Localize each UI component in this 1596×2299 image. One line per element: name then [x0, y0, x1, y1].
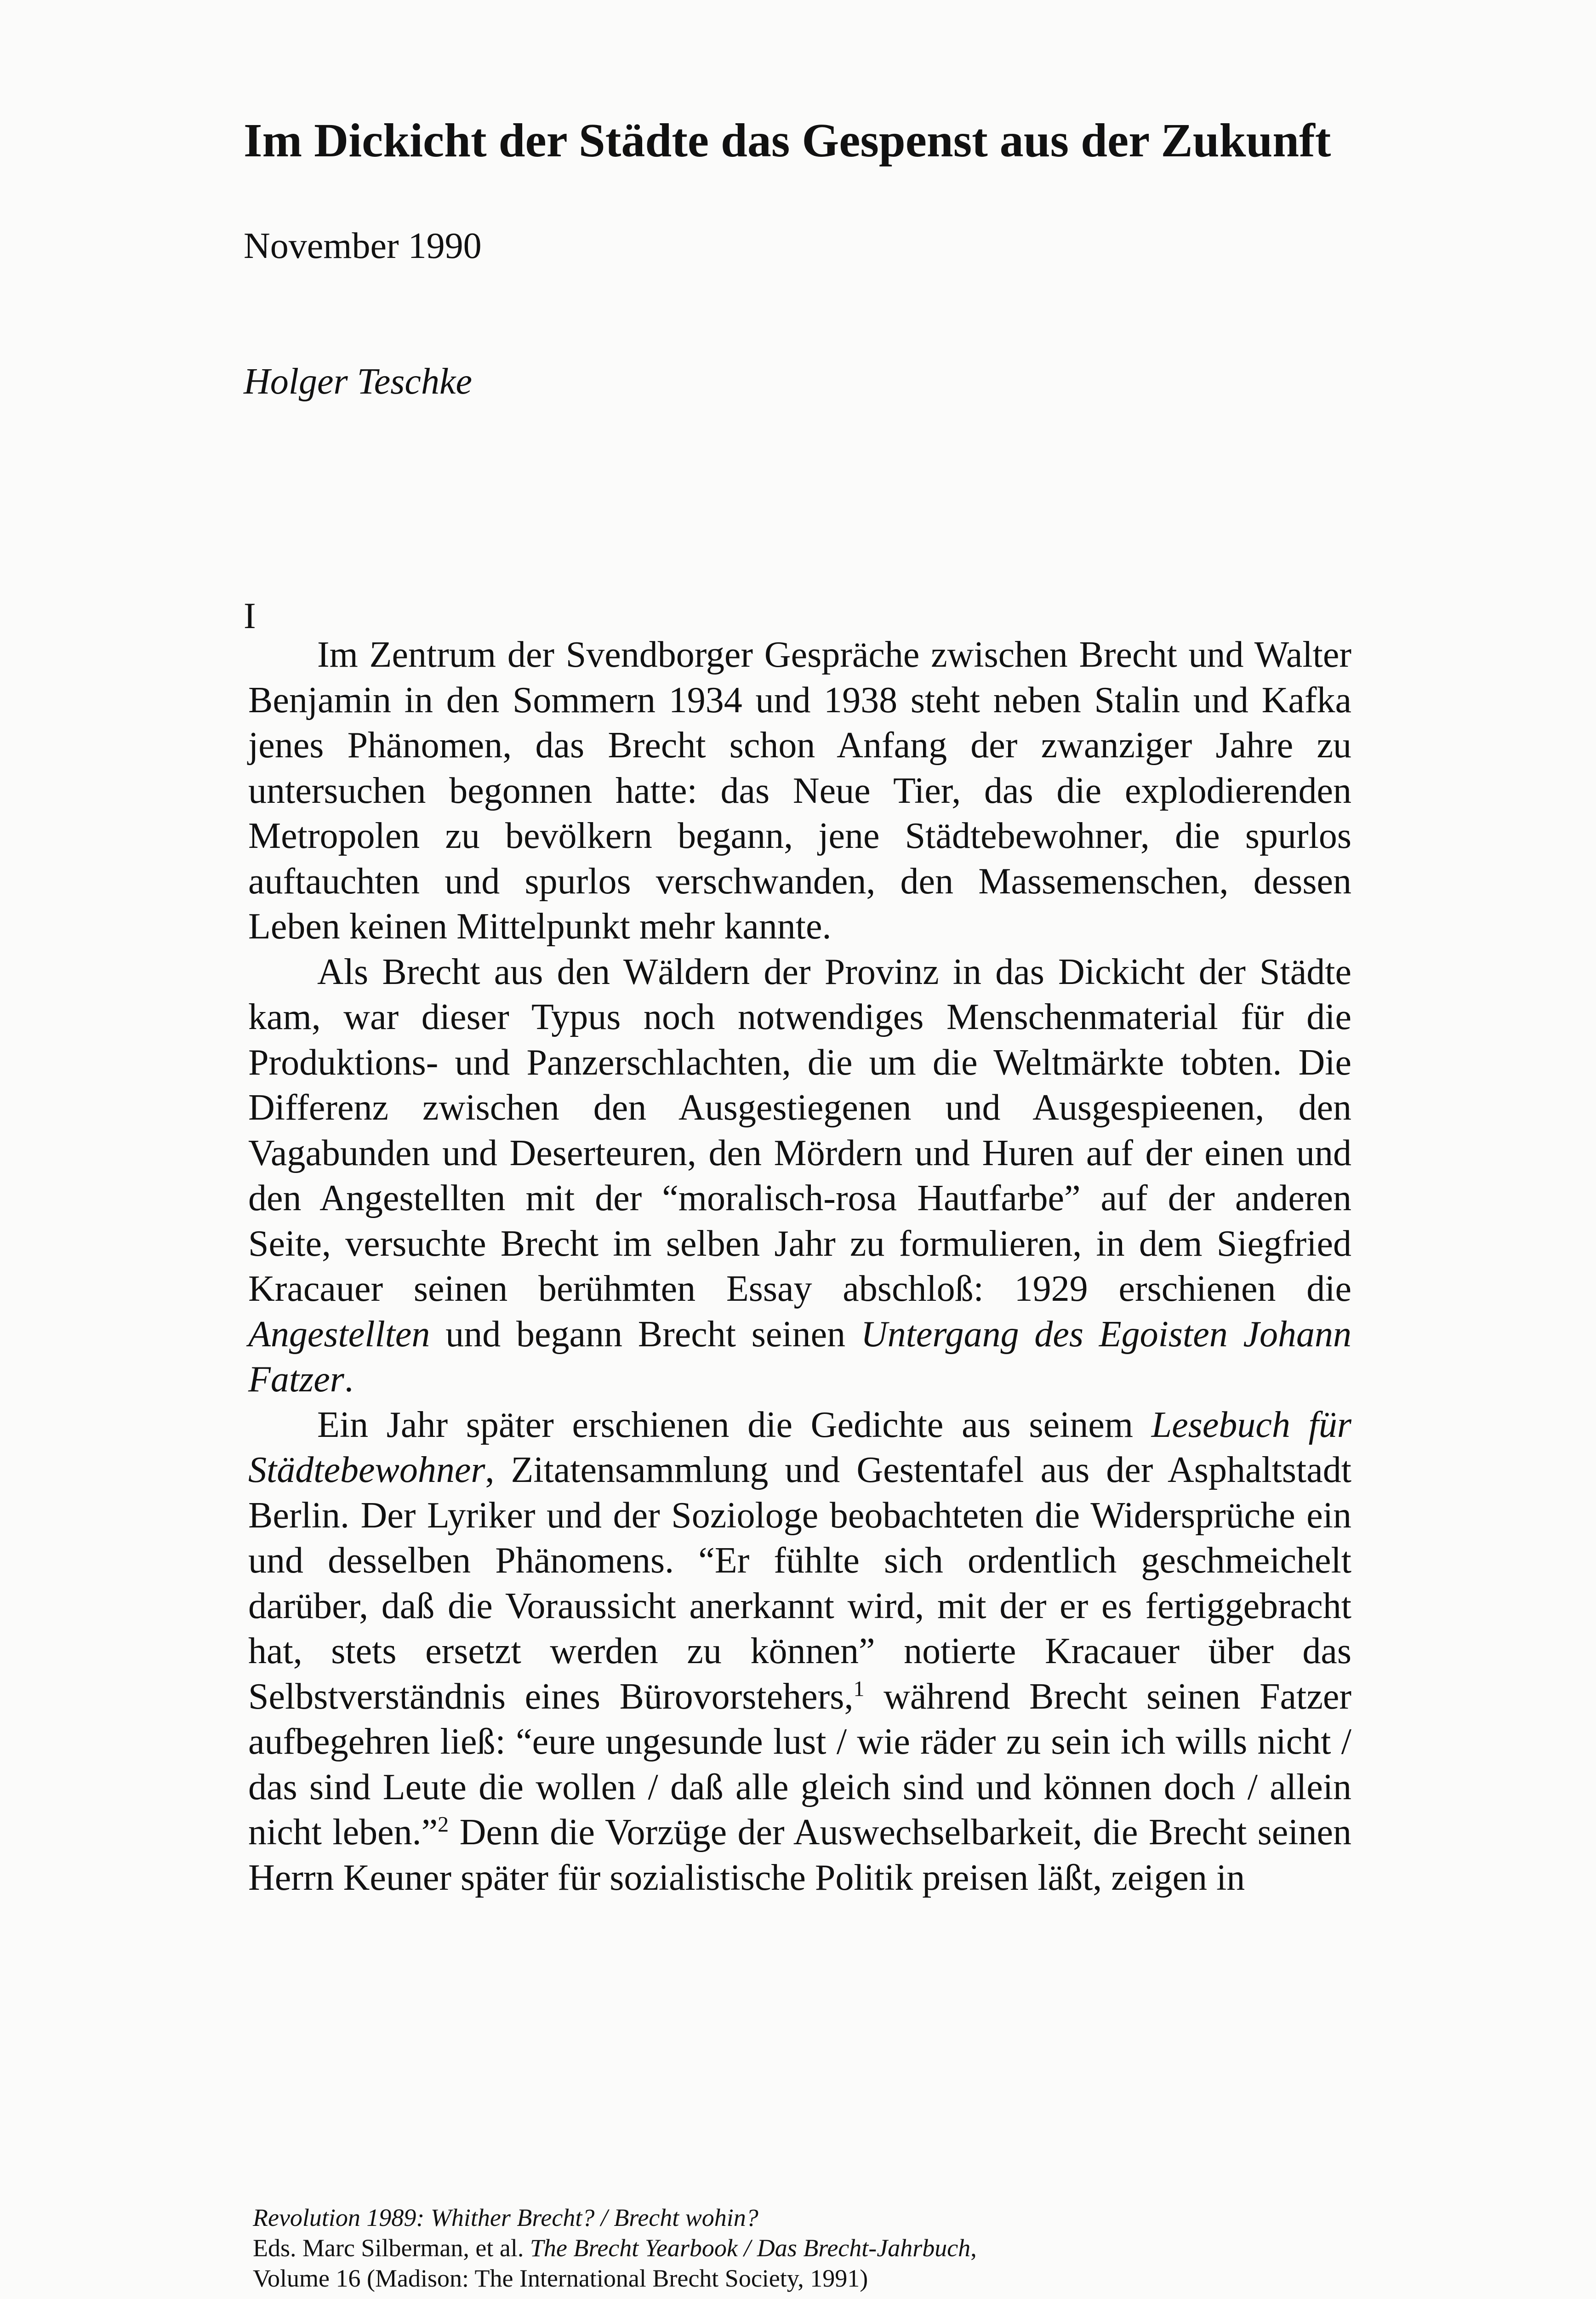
article-date: November 1990: [244, 226, 482, 266]
paragraph-text: Denn die Vorzüge der Auswechselbarkeit, die Brecht seinen Herrn Keuner später für sozialistische Politik preisen läßt, zeigen in: [248, 1812, 1351, 1898]
footnote-marker: 1: [853, 1676, 865, 1701]
citation-volume: Volume 16 (Madison: The International Brecht Society, 1991): [253, 2265, 868, 2292]
article-body: [248, 632, 1351, 1900]
article-title: Im Dickicht der Städte das Gespenst aus der Zukunft: [244, 114, 1331, 167]
paragraph-text: und begann Brecht seinen: [430, 1314, 861, 1355]
citation-editors: Eds. Marc Silberman, et al.: [253, 2234, 530, 2262]
footnote-marker: 2: [438, 1812, 449, 1837]
paragraph-text: Ein Jahr später erschienen die Gedichte aus seinem: [317, 1404, 1151, 1445]
citation-editors-line: [253, 2233, 1310, 2263]
italic-title: Angestellten: [248, 1314, 430, 1355]
citation-editors-suffix: ,: [970, 2234, 977, 2262]
paragraph-text: .: [344, 1359, 353, 1400]
italic-title: Lesebuch für Städtebewohner: [248, 1404, 1351, 1490]
paragraph-text: , Zitatensammlung und Gestentafel aus der Asphaltstadt Berlin. Der Lyriker und der Soziologe beobachteten die Widersprüche ein und desselben Phänomens. “Er fühlte sich ordentlich geschmeichelt darüber, daß die Voraussicht anerkannt wird, mit der er es fertiggebracht hat, stets ersetzt werden zu können” notierte Kracauer über das Selbstverständnis eines Bürovorstehers,: [248, 1450, 1351, 1717]
body-paragraph: [248, 632, 1351, 949]
body-paragraph: [248, 949, 1351, 1402]
citation-yearbook: The Brecht Yearbook / Das Brecht-Jahrbuch: [530, 2234, 971, 2262]
paragraph-text: Als Brecht aus den Wäldern der Provinz in das Dickicht der Städte kam, war dieser Typus noch notwendiges Menschenmaterial für die Produktions- und Panzerschlachten, die um die Weltmärkte tobten. Die Differenz zwischen den Ausgestiegenen und Ausgespieenen, den Vagabunden und Deserteuren, den Mördern und Huren auf der einen und den Angestellten mit der “moralisch-rosa Hautfarbe” auf der anderen Seite, versuchte Brecht im selben Jahr zu formulieren, in dem Siegfried Kracauer seinen berühmten Essay abschloß: 1929 erschienen die: [248, 951, 1351, 1309]
italic-title: Untergang des Egoisten Johann Fatzer: [248, 1314, 1352, 1400]
section-number: I: [244, 596, 256, 636]
citation-source-title: Revolution 1989: Whither Brecht? / Brecht wohin?: [253, 2204, 758, 2231]
citation-footer: [253, 2202, 1310, 2293]
article-author: Holger Teschke: [244, 361, 472, 402]
paragraph-text: Im Zentrum der Svendborger Gespräche zwischen Brecht und Walter Benjamin in den Sommern 1934 und 1938 steht neben Stalin und Kafka jenes Phänomen, das Brecht schon Anfang der zwanziger Jahre zu untersuchen begonnen hatte: das Neue Tier, das die explodierenden Metropolen zu bevölkern begann, jene Städtebewohner, die spurlos auftauchten und spurlos verschwanden, den Massemenschen, dessen Leben keinen Mittelpunkt mehr kannte.: [248, 635, 1351, 947]
paragraph-text: während Brecht seinen Fatzer aufbegehren ließ: “eure ungesunde lust / wie räder zu sein ich wills nicht / das sind Leute die wollen / daß alle gleich sind und können doch / allein nicht leben.”: [248, 1676, 1351, 1853]
body-paragraph: [248, 1402, 1351, 1901]
